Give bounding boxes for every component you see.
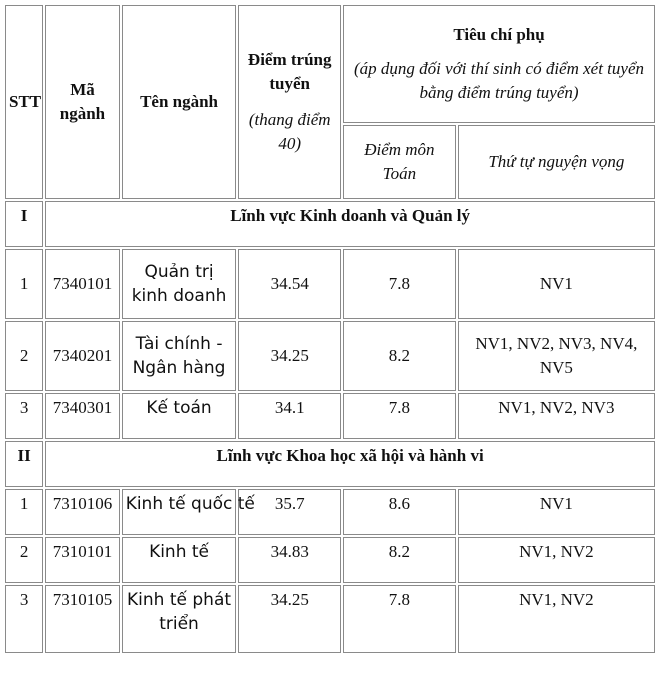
section-title: Lĩnh vực Kinh doanh và Quản lý	[45, 201, 655, 247]
header-ma-nganh: Mã ngành	[45, 5, 119, 199]
cell-math: 8.2	[343, 537, 456, 583]
cell-score: 35.7	[238, 489, 341, 535]
admission-scores-table	[3, 3, 657, 655]
cell-code: 7340301	[45, 393, 119, 439]
cell-stt: 2	[5, 321, 43, 391]
header-diem-mon-toan: Điểm môn Toán	[343, 125, 456, 199]
cell-code: 7340201	[45, 321, 119, 391]
cell-math: 8.6	[343, 489, 456, 535]
cell-math: 7.8	[343, 249, 456, 319]
cell-score: 34.1	[238, 393, 341, 439]
cell-stt: 3	[5, 585, 43, 653]
cell-stt: 1	[5, 249, 43, 319]
cell-stt: 2	[5, 537, 43, 583]
cell-score: 34.54	[238, 249, 341, 319]
header-diem-title: Điểm trúng tuyển	[247, 50, 332, 93]
cell-math: 7.8	[343, 393, 456, 439]
cell-score: 34.25	[238, 585, 341, 653]
cell-nv: NV1, NV2	[458, 585, 655, 653]
table-row	[5, 393, 655, 439]
cell-nv: NV1	[458, 489, 655, 535]
cell-math: 8.2	[343, 321, 456, 391]
section-title: Lĩnh vực Khoa học xã hội và hành vi	[45, 441, 655, 487]
header-stt: STT	[5, 5, 43, 199]
cell-stt: 1	[5, 489, 43, 535]
cell-name: Tài chính - Ngân hàng	[122, 321, 237, 391]
section-row	[5, 441, 655, 487]
cell-nv: NV1, NV2, NV3, NV4, NV5	[458, 321, 655, 391]
cell-name: Kế toán	[122, 393, 237, 439]
cell-name: Kinh tế	[122, 537, 237, 583]
cell-score: 34.83	[238, 537, 341, 583]
header-tieu-chi-phu	[343, 5, 655, 123]
header-diem-trung-tuyen	[238, 5, 341, 199]
cell-code: 7310101	[45, 537, 119, 583]
cell-code: 7310105	[45, 585, 119, 653]
section-roman: I	[5, 201, 43, 247]
table-row	[5, 321, 655, 391]
table-row	[5, 585, 655, 653]
header-diem-scale: (thang điểm 40)	[248, 110, 331, 153]
header-ten-nganh: Tên ngành	[122, 5, 237, 199]
header-thu-tu-nguyen-vong: Thứ tự nguyện vọng	[458, 125, 655, 199]
table-row	[5, 537, 655, 583]
cell-nv: NV1, NV2, NV3	[458, 393, 655, 439]
section-row	[5, 201, 655, 247]
cell-code: 7340101	[45, 249, 119, 319]
table-row	[5, 489, 655, 535]
cell-math: 7.8	[343, 585, 456, 653]
cell-name: Quản trị kinh doanh	[122, 249, 237, 319]
cell-code: 7310106	[45, 489, 119, 535]
header-tieu-chi-title: Tiêu chí phụ	[453, 25, 545, 44]
section-roman: II	[5, 441, 43, 487]
cell-score: 34.25	[238, 321, 341, 391]
header-tieu-chi-note: (áp dụng đối với thí sinh có điểm xét tuyển bằng điểm trúng tuyển)	[354, 59, 644, 102]
table-row	[5, 249, 655, 319]
cell-nv: NV1	[458, 249, 655, 319]
cell-stt: 3	[5, 393, 43, 439]
cell-name: Kinh tế phát triển	[122, 585, 237, 653]
cell-nv: NV1, NV2	[458, 537, 655, 583]
cell-name: Kinh tế quốc tế	[122, 489, 237, 535]
